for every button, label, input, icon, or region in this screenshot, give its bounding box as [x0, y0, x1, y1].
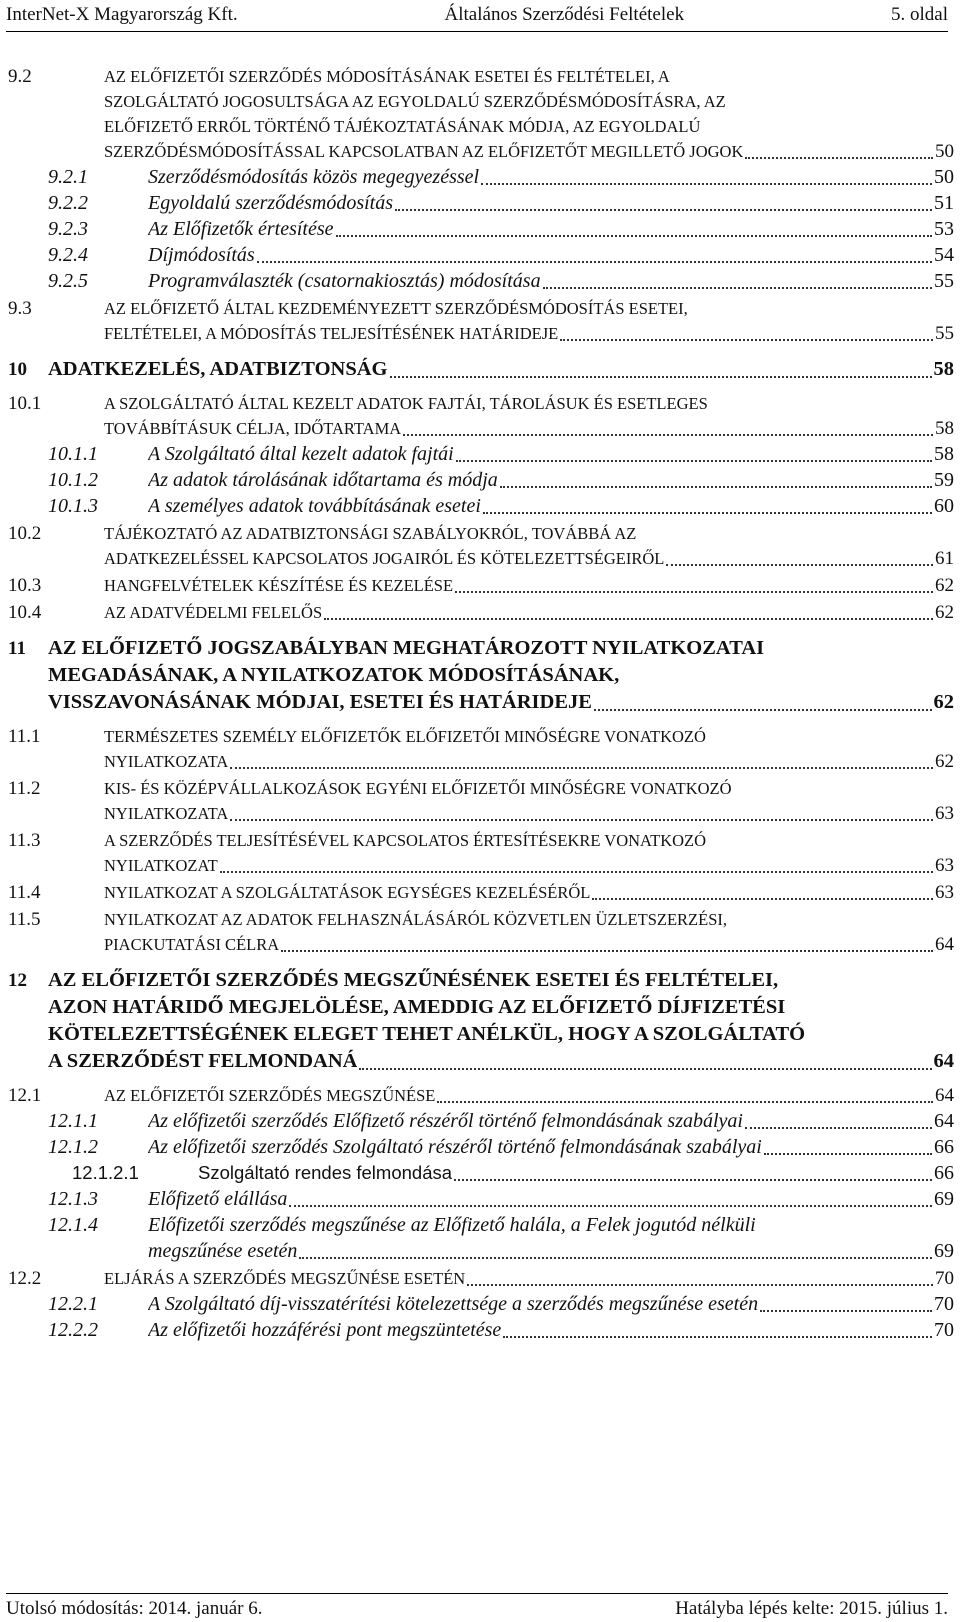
toc-entry-number: 12.1.3	[48, 1188, 98, 1210]
toc-entry-title: KÖTELEZETTSÉGÉNEK ELEGET TEHET ANÉLKÜL, HOGY A SZOLGÁLTATÓ	[48, 1023, 806, 1045]
leader-dots	[760, 1307, 932, 1312]
toc-entry[interactable]	[8, 1291, 954, 1317]
toc-entry-title: NYILATKOZAT A SZOLGÁLTATÁSOK EGYSÉGES KEZELÉSÉRŐL	[104, 883, 591, 902]
toc-entry-page: 53	[934, 218, 954, 240]
leader-dots	[455, 588, 933, 593]
toc-entry-page: 50	[935, 141, 954, 162]
header-company: InterNet-X Magyarország Kft.	[6, 4, 238, 25]
toc-entry-page: 55	[935, 323, 954, 344]
toc-entry-title: AZ ELŐFIZETŐI SZERZŐDÉS MEGSZŰNÉSE	[104, 1086, 436, 1105]
page-footer	[6, 1593, 948, 1620]
toc-entry-title: NYILATKOZATA	[104, 752, 229, 771]
toc-entry-number: 12	[8, 970, 27, 991]
toc-entry[interactable]	[8, 521, 954, 571]
leader-dots	[543, 284, 932, 289]
toc-entry-title: NYILATKOZATA	[104, 804, 229, 823]
toc-entry-title: SZERZŐDÉSMÓDOSÍTÁSSAL KAPCSOLATBAN AZ ELŐFIZETŐT MEGILLETŐ JOGOK	[104, 142, 744, 161]
toc-entry[interactable]	[8, 391, 954, 441]
toc-entry-title: Előfizető elállása	[148, 1188, 288, 1210]
toc-entry-title: FELTÉTELEI, A MÓDOSÍTÁS TELJESÍTÉSÉNEK HATÁRIDEJE	[104, 324, 559, 343]
toc-entry-number: 10.2	[8, 523, 42, 544]
toc-entry[interactable]	[8, 441, 954, 467]
toc-entry-number: 10.1.2	[48, 469, 98, 491]
toc-entry-title: megszűnése esetén	[148, 1240, 298, 1262]
toc-entry-title: Az Előfizetők értesítése	[148, 218, 334, 240]
toc-entry-title: AZ ADATVÉDELMI FELELŐS	[104, 603, 323, 622]
toc-entry-number: 9.2	[8, 66, 32, 87]
toc-entry-page: 62	[935, 575, 954, 596]
toc-entry-number: 10.1	[8, 393, 42, 414]
toc-entry-title: KIS- ÉS KÖZÉPVÁLLALKOZÁSOK EGYÉNI ELŐFIZETŐI MINŐSÉGRE VONATKOZÓ	[104, 779, 732, 798]
toc-entry-number: 10.1.3	[48, 495, 98, 517]
toc-entry-page: 70	[935, 1268, 954, 1289]
toc-entry-title: Díjmódosítás	[148, 244, 255, 266]
table-of-contents	[8, 62, 954, 1343]
leader-dots	[437, 1098, 933, 1103]
toc-entry-number: 10.1.1	[48, 443, 98, 465]
toc-entry-title: Programválaszték (csatornakiosztás) módosítása	[148, 270, 541, 292]
toc-entry-number: 12.1.4	[48, 1214, 98, 1236]
toc-entry[interactable]	[8, 356, 954, 383]
toc-entry[interactable]	[8, 1317, 954, 1343]
toc-entry-title: Előfizetői szerződés megszűnése az Előfizető halála, a Felek jogutód nélküli	[148, 1214, 756, 1236]
toc-entry-number: 10	[8, 359, 27, 380]
toc-entry-number: 9.2.4	[48, 244, 88, 266]
footer-effective-date: Hatályba lépés kelte: 2015. július 1.	[675, 1598, 948, 1619]
toc-entry-number: 12.1.2	[48, 1136, 98, 1158]
toc-entry-title: NYILATKOZAT AZ ADATOK FELHASZNÁLÁSÁRÓL KÖZVETLEN ÜZLETSZERZÉSI,	[104, 910, 727, 929]
leader-dots	[666, 561, 933, 566]
toc-entry-page: 69	[934, 1188, 954, 1210]
leader-dots	[592, 895, 933, 900]
toc-entry-title: AZ ELŐFIZETŐ JOGSZABÁLYBAN MEGHATÁROZOTT NYILATKOZATAI	[48, 637, 765, 659]
leader-dots	[560, 336, 933, 341]
toc-entry-number: 12.2.1	[48, 1293, 98, 1315]
toc-entry-page: 63	[935, 855, 954, 876]
toc-entry-number: 12.2	[8, 1268, 42, 1289]
leader-dots	[500, 483, 932, 488]
toc-entry-title: PIACKUTATÁSI CÉLRA	[104, 935, 280, 954]
toc-entry-page: 60	[934, 495, 954, 517]
toc-entry-number: 12.1.1	[48, 1110, 98, 1132]
toc-entry-title: Az előfizetői hozzáférési pont megszüntetése	[148, 1319, 502, 1341]
toc-entry[interactable]	[8, 296, 954, 346]
toc-entry[interactable]	[8, 1083, 954, 1108]
toc-entry-title: ADATKEZELÉSSEL KAPCSOLATOS JOGAIRÓL ÉS KÖTELEZETTSÉGEIRŐL	[104, 549, 665, 568]
toc-entry[interactable]	[8, 467, 954, 493]
toc-entry[interactable]	[8, 967, 954, 1075]
toc-entry-page: 62	[935, 602, 954, 623]
toc-entry[interactable]	[8, 724, 954, 774]
header-page-number: 5. oldal	[891, 4, 948, 25]
toc-entry-number: 12.1.2.1	[72, 1162, 139, 1183]
toc-entry-page: 66	[934, 1136, 954, 1158]
toc-entry[interactable]	[8, 1108, 954, 1134]
toc-entry[interactable]	[8, 216, 954, 242]
footer-last-modified: Utolsó módosítás: 2014. január 6.	[6, 1598, 263, 1619]
toc-entry-number: 11.3	[8, 830, 41, 851]
toc-entry-number: 11.1	[8, 726, 41, 747]
leader-dots	[230, 764, 933, 769]
toc-entry-title: A SZERZŐDÉS TELJESÍTÉSÉVEL KAPCSOLATOS ÉRTESÍTÉSEKRE VONATKOZÓ	[104, 831, 707, 850]
toc-entry-title: Szolgáltató rendes felmondása	[198, 1162, 453, 1183]
leader-dots	[390, 373, 932, 378]
leader-dots	[503, 1333, 932, 1338]
toc-entry-number: 11.2	[8, 778, 41, 799]
toc-entry[interactable]	[8, 190, 954, 216]
leader-dots	[594, 706, 932, 711]
toc-entry-number: 9.3	[8, 298, 32, 319]
leader-dots	[230, 816, 933, 821]
toc-entry-page: 62	[933, 691, 954, 713]
toc-entry-page: 64	[935, 1085, 954, 1106]
toc-entry[interactable]	[8, 1134, 954, 1160]
toc-entry-number: 9.2.1	[48, 166, 88, 188]
toc-entry-page: 63	[935, 882, 954, 903]
toc-entry-title: Szerződésmódosítás közös megegyezéssel	[148, 166, 480, 188]
toc-entry[interactable]	[8, 776, 954, 826]
leader-dots	[336, 232, 932, 237]
toc-entry[interactable]	[8, 1212, 954, 1264]
toc-entry-page: 51	[934, 192, 954, 214]
toc-entry-number: 9.2.3	[48, 218, 88, 240]
leader-dots	[745, 154, 933, 159]
toc-entry-number: 9.2.5	[48, 270, 88, 292]
toc-entry-page: 69	[934, 1240, 954, 1262]
toc-entry-number: 9.2.2	[48, 192, 88, 214]
toc-entry[interactable]	[8, 1186, 954, 1212]
toc-entry-title: VISSZAVONÁSÁNAK MÓDJAI, ESETEI ÉS HATÁRIDEJE	[48, 691, 592, 713]
toc-entry-page: 66	[934, 1162, 954, 1184]
toc-entry[interactable]	[8, 635, 954, 716]
toc-entry[interactable]	[8, 907, 954, 957]
toc-entry-title: AZ ELŐFIZETŐI SZERZŐDÉS MÓDOSÍTÁSÁNAK ESETEI ÉS FELTÉTELEI, A	[104, 67, 670, 86]
toc-entry[interactable]	[8, 164, 954, 190]
toc-entry-title: AZ ELŐFIZETŐ ÁLTAL KEZDEMÉNYEZETT SZERZŐDÉSMÓDOSÍTÁS ESETEI,	[104, 299, 688, 318]
leader-dots	[456, 457, 932, 462]
toc-entry[interactable]	[8, 1160, 954, 1186]
toc-entry-title: ELJÁRÁS A SZERZŐDÉS MEGSZŰNÉSE ESETÉN	[104, 1269, 466, 1288]
toc-entry-page: 70	[934, 1319, 954, 1341]
toc-entry-title: A személyes adatok továbbításának esetei	[148, 495, 481, 517]
toc-entry-title: A SZOLGÁLTATÓ ÁLTAL KEZELT ADATOK FAJTÁI, TÁROLÁSUK ÉS ESETLEGES	[104, 394, 708, 413]
toc-entry-page: 62	[935, 751, 954, 772]
toc-entry-page: 50	[934, 166, 954, 188]
toc-entry-title: MEGADÁSÁNAK, A NYILATKOZATOK MÓDOSÍTÁSÁNAK,	[48, 664, 620, 686]
leader-dots	[745, 1124, 932, 1129]
leader-dots	[299, 1254, 932, 1259]
toc-entry-page: 70	[934, 1293, 954, 1315]
leader-dots	[257, 258, 932, 263]
toc-entry-title: TERMÉSZETES SZEMÉLY ELŐFIZETŐK ELŐFIZETŐI MINŐSÉGRE VONATKOZÓ	[104, 727, 706, 746]
leader-dots	[403, 431, 933, 436]
toc-entry-page: 63	[935, 803, 954, 824]
toc-entry[interactable]	[8, 573, 954, 598]
toc-entry-title: ELŐFIZETŐ ERRŐL TÖRTÉNŐ TÁJÉKOZTATÁSÁNAK MÓDJA, AZ EGYOLDALÚ	[104, 117, 701, 136]
toc-entry-title: A Szolgáltató díj-visszatérítési kötelezettsége a szerződés megszűnése esetén	[148, 1293, 759, 1315]
toc-entry-number: 11	[8, 638, 26, 659]
leader-dots	[220, 868, 933, 873]
header-title: Általános Szerződési Feltételek	[444, 4, 685, 25]
toc-entry-title: TÁJÉKOZTATÓ AZ ADATBIZTONSÁGI SZABÁLYOKRÓL, TOVÁBBÁ AZ	[104, 524, 637, 543]
toc-entry-title: TOVÁBBÍTÁSUK CÉLJA, IDŐTARTAMA	[104, 419, 402, 438]
toc-entry-page: 64	[933, 1050, 954, 1072]
toc-entry-title: Az előfizetői szerződés Szolgáltató részéről történő felmondásának szabályai	[148, 1136, 762, 1158]
toc-entry-page: 58	[933, 358, 954, 380]
leader-dots	[764, 1150, 932, 1155]
toc-entry-page: 59	[934, 469, 954, 491]
toc-entry[interactable]	[8, 880, 954, 905]
leader-dots	[467, 1281, 933, 1286]
toc-entry-page: 55	[934, 270, 954, 292]
page-header	[6, 4, 948, 32]
leader-dots	[454, 1176, 932, 1181]
toc-entry-number: 12.2.2	[48, 1319, 98, 1341]
toc-entry-number: 12.1	[8, 1085, 42, 1106]
toc-entry-title: ADATKEZELÉS, ADATBIZTONSÁG	[48, 358, 388, 380]
leader-dots	[359, 1065, 931, 1070]
toc-entry-title: SZOLGÁLTATÓ JOGOSULTSÁGA AZ EGYOLDALÚ SZERZŐDÉSMÓDOSÍTÁSRA, AZ	[104, 92, 726, 111]
toc-entry[interactable]	[8, 242, 954, 268]
toc-entry-title: AZON HATÁRIDŐ MEGJELÖLÉSE, AMEDDIG AZ ELŐFIZETŐ DÍJFIZETÉSI	[48, 996, 786, 1018]
toc-entry-title: HANGFELVÉTELEK KÉSZÍTÉSE ÉS KEZELÉSE	[104, 576, 454, 595]
toc-entry[interactable]	[8, 493, 954, 519]
leader-dots	[483, 509, 932, 514]
leader-dots	[289, 1202, 932, 1207]
toc-entry[interactable]	[8, 1266, 954, 1291]
toc-entry[interactable]	[8, 64, 954, 164]
toc-entry-page: 64	[934, 1110, 954, 1132]
leader-dots	[281, 947, 933, 952]
toc-entry-title: A Szolgáltató által kezelt adatok fajtái	[148, 443, 454, 465]
toc-entry-number: 11.4	[8, 882, 41, 903]
toc-entry-number: 11.5	[8, 909, 41, 930]
toc-entry-page: 54	[934, 244, 954, 266]
toc-entry-page: 64	[935, 934, 954, 955]
toc-entry-title: Egyoldalú szerződésmódosítás	[148, 192, 393, 214]
toc-entry-title: AZ ELŐFIZETŐI SZERZŐDÉS MEGSZŰNÉSÉNEK ESETEI ÉS FELTÉTELEI,	[48, 969, 779, 991]
toc-entry-page: 58	[935, 418, 954, 439]
toc-entry-title: A SZERZŐDÉST FELMONDANÁ	[48, 1050, 358, 1072]
toc-entry-page: 58	[934, 443, 954, 465]
toc-entry-title: NYILATKOZAT	[104, 856, 218, 875]
toc-entry[interactable]	[8, 828, 954, 878]
toc-entry-page: 61	[935, 548, 954, 569]
toc-entry[interactable]	[8, 600, 954, 625]
leader-dots	[395, 206, 932, 211]
toc-entry-title: Az adatok tárolásának időtartama és módja	[148, 469, 498, 491]
leader-dots	[324, 615, 933, 620]
toc-entry[interactable]	[8, 268, 954, 294]
leader-dots	[481, 180, 932, 185]
toc-entry-number: 10.4	[8, 602, 42, 623]
toc-entry-title: Az előfizetői szerződés Előfizető részéről történő felmondásának szabályai	[148, 1110, 743, 1132]
toc-entry-number: 10.3	[8, 575, 42, 596]
